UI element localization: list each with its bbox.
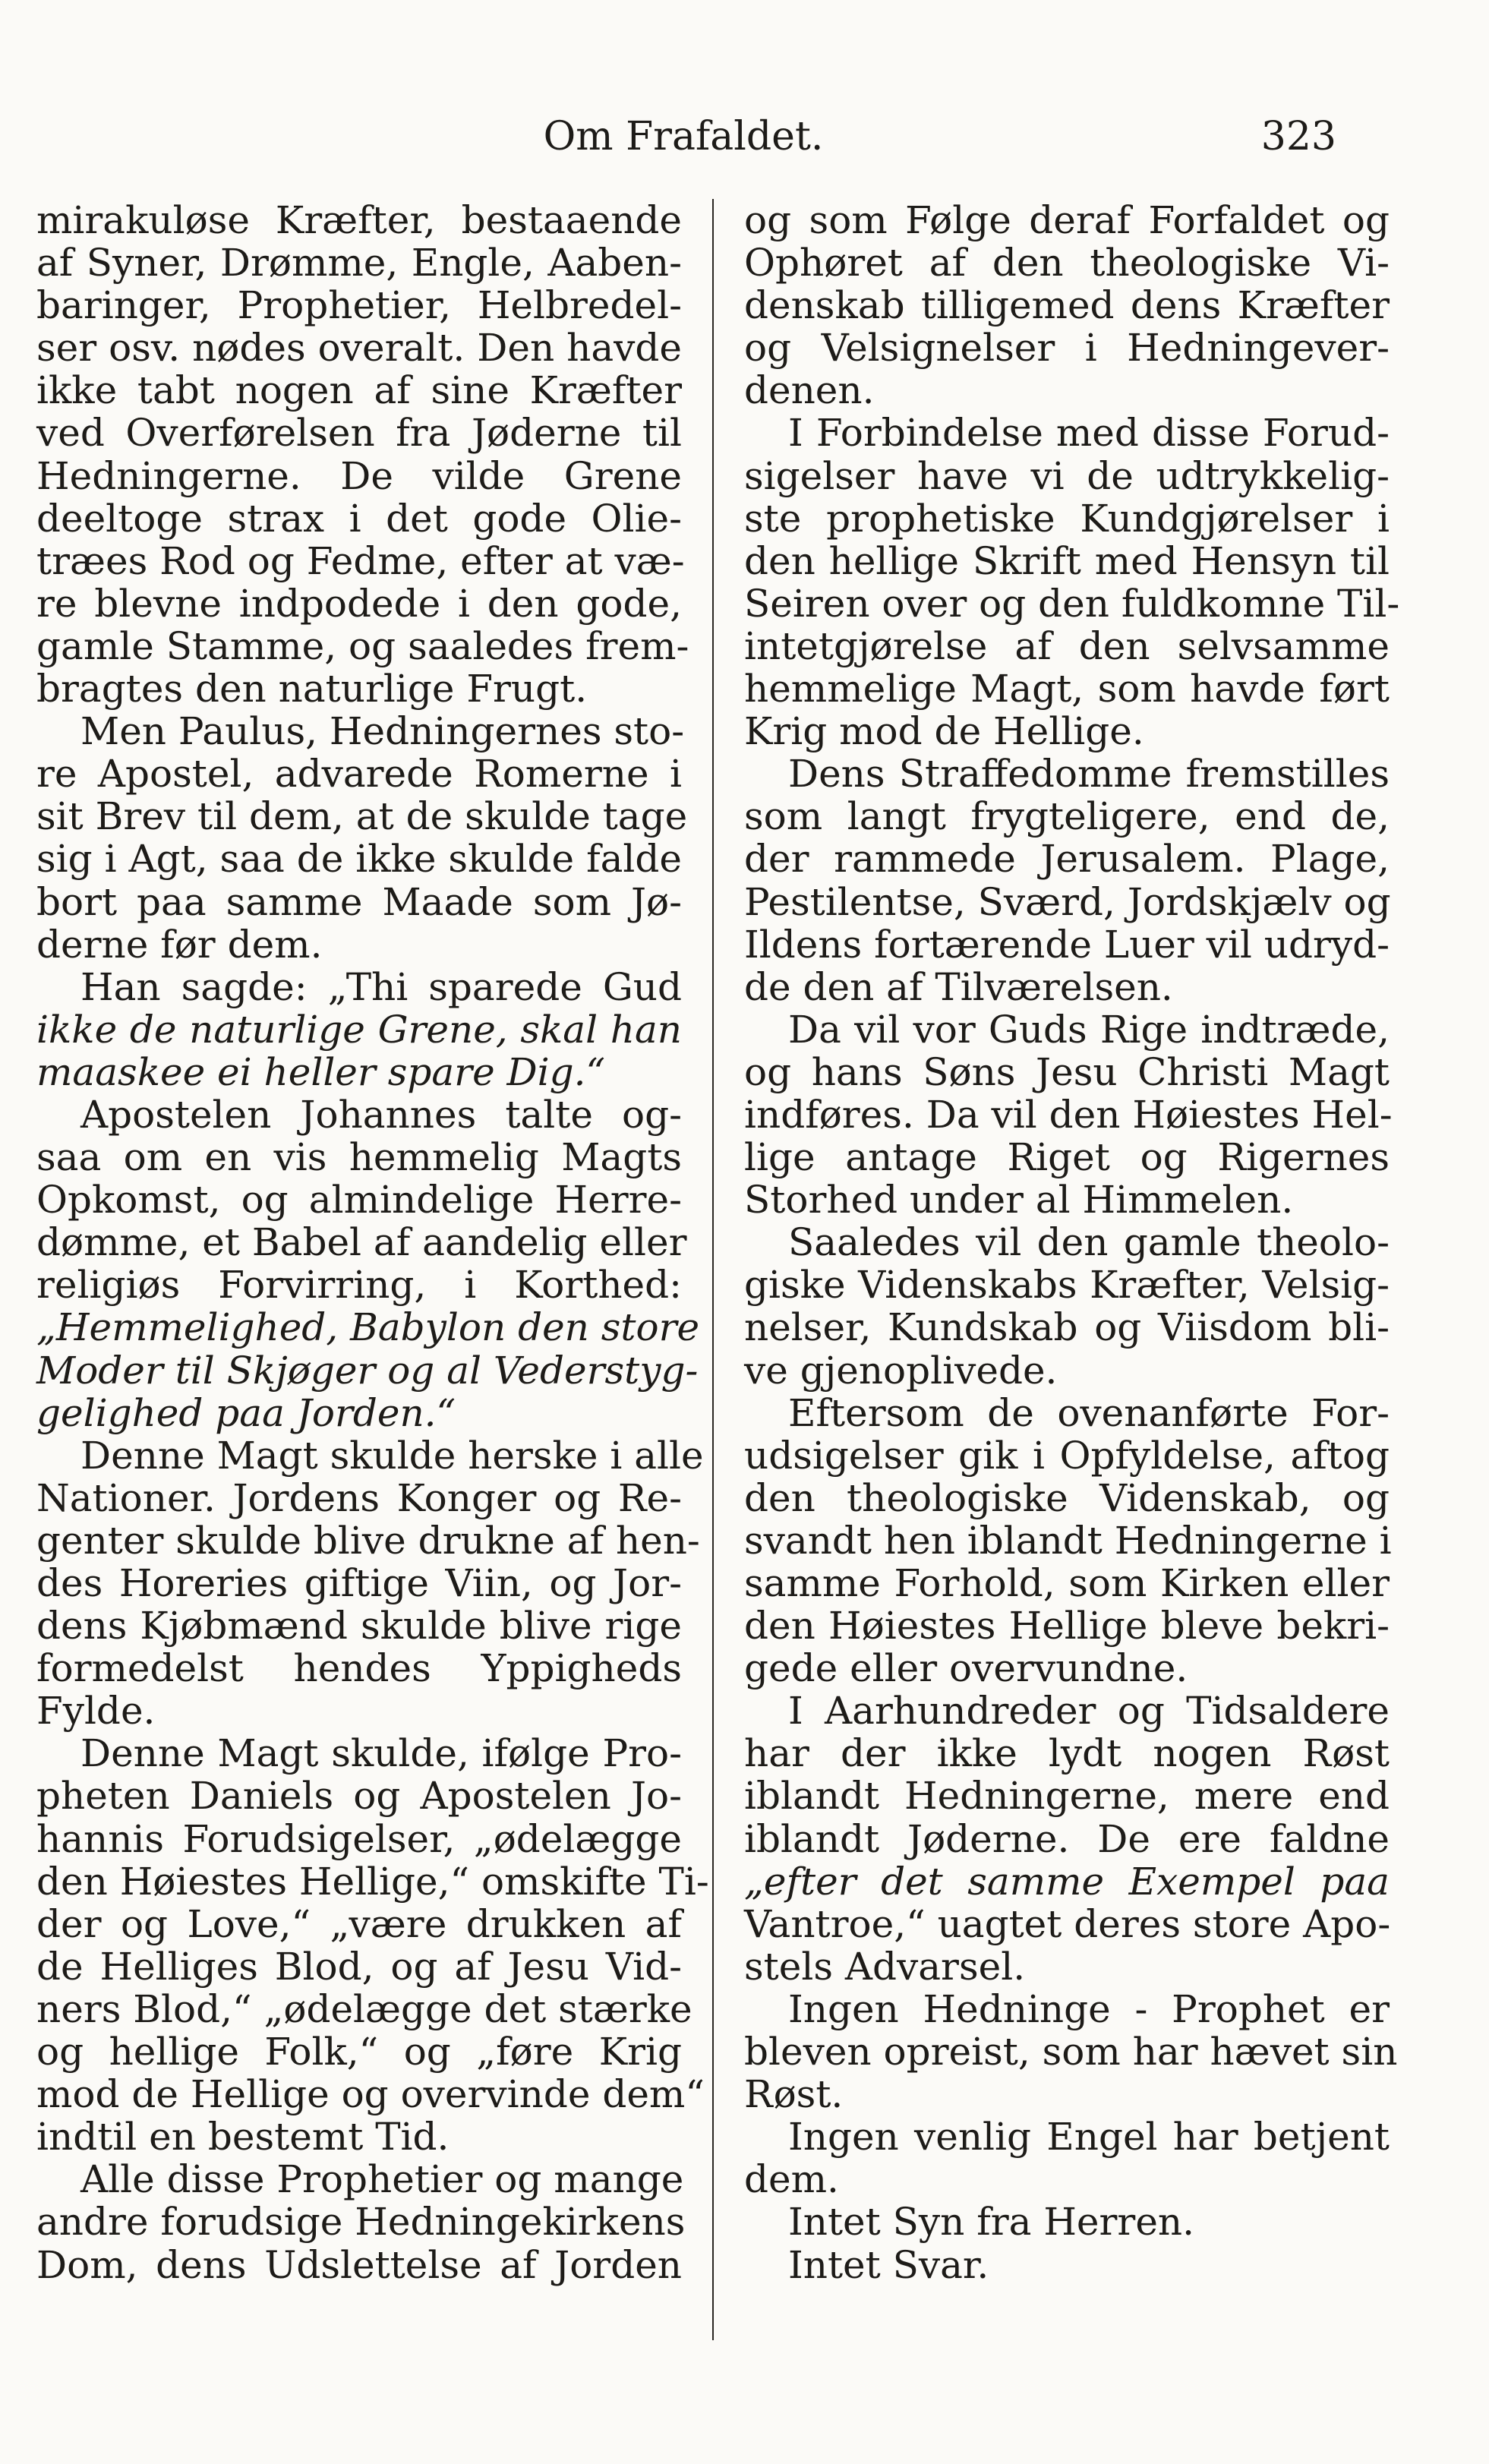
running-title: Om Frafaldet. <box>543 114 824 159</box>
text-line: denen. <box>744 368 875 413</box>
text-line: som langt frygteligere, end de, <box>744 794 1390 839</box>
text-line: ve gjenoplivede. <box>744 1348 1058 1393</box>
text-line: dem. <box>744 2157 839 2202</box>
text-line: ikke tabt nogen af sine Kræfter <box>36 368 682 413</box>
text-line: Ophøret af den theologiske Vi- <box>744 241 1390 286</box>
text-line: genter skulde blive drukne af hen- <box>36 1518 700 1563</box>
text-line: mod de Hellige og overvinde dem“ <box>36 2072 705 2117</box>
text-line: ser osv. nødes overalt. Den havde <box>36 326 682 371</box>
text-line: Apostelen Johannes talte og- <box>80 1092 682 1137</box>
text-line: Vantroe,“ uagtet deres store Apo- <box>744 1901 1391 1946</box>
text-line: Røst. <box>744 2072 844 2117</box>
text-line: Eftersom de ovenanførte For- <box>788 1390 1390 1435</box>
text-line: bragtes den naturlige Frugt. <box>36 667 588 711</box>
text-line: pheten Daniels og Apostelen Jo- <box>36 1774 682 1819</box>
text-line: den Høiestes Hellige bleve bekri- <box>744 1604 1390 1648</box>
text-line: Krig mod de Hellige. <box>744 709 1144 754</box>
text-line: des Horeries giftige Viin, og Jor- <box>36 1561 682 1605</box>
text-line: Ingen Hedninge - Prophet er <box>788 1986 1390 2031</box>
text-line: Hedningerne. De vilde Grene <box>36 453 682 498</box>
text-line: intetgjørelse af den selvsamme <box>744 623 1390 668</box>
column-divider <box>712 199 714 2340</box>
text-line: baringer, Prophetier, Helbredel- <box>36 283 682 328</box>
text-line: lige antage Riget og Rigernes <box>744 1135 1390 1180</box>
text-line: derne før dem. <box>36 922 323 967</box>
text-line: der og Love,“ „være drukken af <box>36 1901 682 1946</box>
text-line: har der ikke lydt nogen Røst <box>744 1731 1390 1776</box>
text-line: gede eller overvundne. <box>744 1646 1188 1691</box>
text-line: af Syner, Drømme, Engle, Aaben- <box>36 241 682 286</box>
text-line: hemmelige Magt, som havde ført <box>744 667 1390 711</box>
text-line: iblandt Jøderne. De ere faldne <box>744 1816 1390 1861</box>
text-line: udsigelser gik i Opfyldelse, aftog <box>744 1433 1390 1478</box>
text-line: saa om en vis hemmelig Magts <box>36 1135 682 1180</box>
text-line: Saaledes vil den gamle theolo- <box>788 1220 1390 1265</box>
text-line: I Aarhundreder og Tidsaldere <box>788 1689 1390 1734</box>
text-line: iblandt Hedningerne, mere end <box>744 1774 1390 1819</box>
text-line: mirakuløse Kræfter, bestaaende <box>36 198 682 242</box>
text-line: den Høiestes Hellige,“ omskifte Ti- <box>36 1859 709 1904</box>
text-line: Moder til Skjøger og al Vederstyg- <box>36 1348 699 1393</box>
text-line: Denne Magt skulde, ifølge Pro- <box>80 1731 682 1776</box>
left-column <box>36 198 709 2287</box>
text-line: sit Brev til dem, at de skulde tage <box>36 794 688 839</box>
text-line: Dom, dens Udslettelse af Jorden <box>36 2242 682 2287</box>
text-line: nelser, Kundskab og Viisdom bli- <box>744 1305 1390 1350</box>
text-line: dens Kjøbmænd skulde blive rige <box>36 1604 682 1648</box>
text-line: religiøs Forvirring, i Korthed: <box>36 1263 682 1308</box>
text-line: Han sagde: „Thi sparede Gud <box>80 964 682 1009</box>
text-line: Pestilentse, Sværd, Jordskjælv og <box>744 879 1391 924</box>
text-line: og hellige Folk,“ og „føre Krig <box>36 2030 682 2074</box>
text-line: Men Paulus, Hedningernes sto- <box>80 709 685 754</box>
text-line: den hellige Skrift med Hensyn til <box>744 538 1390 583</box>
text-line: gelighed paa Jorden.“ <box>36 1390 456 1435</box>
text-line: I Forbindelse med disse Forud- <box>788 411 1390 456</box>
text-line: svandt hen iblandt Hedningerne i <box>744 1518 1392 1563</box>
text-line: re blevne indpodede i den gode, <box>36 581 682 626</box>
text-line: Ildens fortærende Luer vil udryd- <box>744 922 1390 967</box>
text-line: de Helliges Blod, og af Jesu Vid- <box>36 1944 682 1989</box>
right-column <box>744 198 1400 2287</box>
text-line: den theologiske Videnskab, og <box>744 1475 1390 1520</box>
page-header <box>30 114 1336 175</box>
text-line: Ingen venlig Engel har betjent <box>788 2115 1390 2160</box>
text-line: dømme, et Babel af aandelig eller <box>36 1220 687 1265</box>
text-line: ste prophetiske Kundgjørelser i <box>744 496 1390 541</box>
text-line: og hans Søns Jesu Christi Magt <box>744 1049 1390 1094</box>
text-line: indtil en bestemt Tid. <box>36 2115 450 2160</box>
text-line: andre forudsige Hedningekirkens <box>36 2200 686 2245</box>
text-line: og Velsignelser i Hedningever- <box>744 326 1390 371</box>
text-line: maaskee ei heller spare Dig.“ <box>36 1049 606 1094</box>
text-line: Storhed under al Himmelen. <box>744 1178 1294 1223</box>
text-line: giske Videnskabs Kræfter, Velsig- <box>744 1263 1390 1308</box>
text-line: ved Overførelsen fra Jøderne til <box>36 411 682 456</box>
page-number: 323 <box>1260 114 1336 159</box>
text-line: stels Advarsel. <box>744 1944 1026 1989</box>
text-line: „Hemmelighed, Babylon den store <box>36 1305 700 1350</box>
text-line: gamle Stamme, og saaledes frem- <box>36 623 689 668</box>
text-line: „efter det samme Exempel paa <box>744 1859 1390 1904</box>
text-line: denskab tilligemed dens Kræfter <box>744 283 1390 328</box>
text-line: re Apostel, advarede Romerne i <box>36 752 682 797</box>
text-line: Alle disse Prophetier og mange <box>80 2157 684 2202</box>
text-line: ikke de naturlige Grene, skal han <box>36 1007 682 1052</box>
text-line: bort paa samme Maade som Jø- <box>36 879 682 924</box>
text-line: sig i Agt, saa de ikke skulde falde <box>36 837 682 882</box>
text-line: Dens Straffedomme fremstilles <box>788 752 1390 797</box>
text-line: Denne Magt skulde herske i alle <box>80 1433 704 1478</box>
text-line: formedelst hendes Yppigheds <box>36 1646 682 1691</box>
text-line: Intet Syn fra Herren. <box>788 2200 1195 2245</box>
text-line: der rammede Jerusalem. Plage, <box>744 837 1390 882</box>
text-line: de den af Tilværelsen. <box>744 964 1173 1009</box>
text-line: indføres. Da vil den Høiestes Hel- <box>744 1092 1393 1137</box>
text-line: og som Følge deraf Forfaldet og <box>744 198 1390 242</box>
text-line: Intet Svar. <box>788 2242 989 2287</box>
text-line: Fylde. <box>36 1689 156 1734</box>
text-line: Nationer. Jordens Konger og Re- <box>36 1475 682 1520</box>
text-line: deeltoge strax i det gode Olie- <box>36 496 682 541</box>
text-line: Da vil vor Guds Rige indtræde, <box>788 1007 1390 1052</box>
text-line: Seiren over og den fuldkomne Til- <box>744 581 1400 626</box>
text-line: ners Blod,“ „ødelægge det stærke <box>36 1986 692 2031</box>
text-line: bleven opreist, som har hævet sin <box>744 2030 1398 2074</box>
text-line: hannis Forudsigelser, „ødelægge <box>36 1816 682 1861</box>
text-line: Opkomst, og almindelige Herre- <box>36 1178 682 1223</box>
text-line: samme Forhold, som Kirken eller <box>744 1561 1390 1605</box>
text-line: træes Rod og Fedme, efter at væ- <box>36 538 685 583</box>
text-line: sigelser have vi de udtrykkelig- <box>744 453 1390 498</box>
